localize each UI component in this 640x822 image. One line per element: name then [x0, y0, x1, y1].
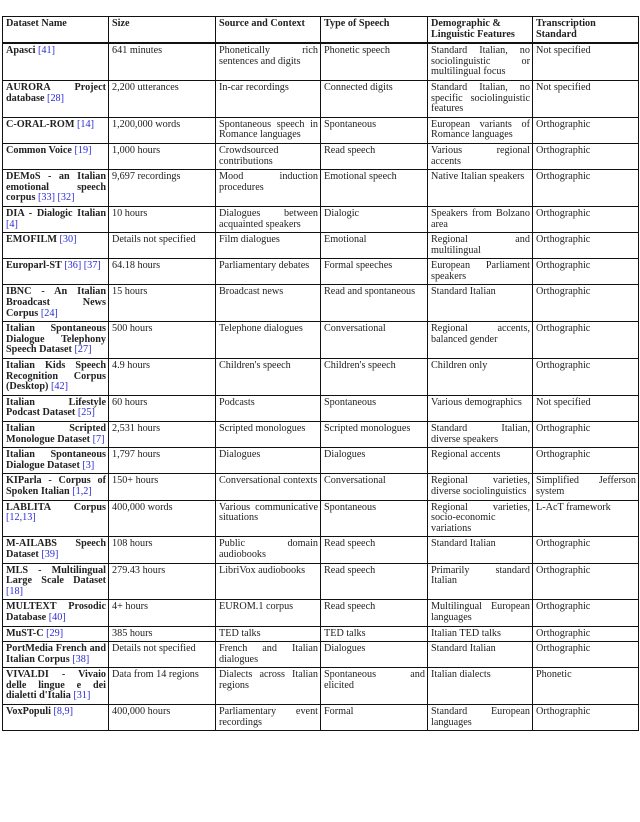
- transcription-cell: Orthographic: [533, 642, 639, 668]
- dataset-name: DIA - Dialogic Italian: [6, 207, 106, 219]
- dataset-name: Common Voice: [6, 144, 72, 156]
- table-row: [3, 285, 639, 322]
- dataset-name: KIParla - Corpus of Spoken Italian: [6, 475, 106, 497]
- source-cell: Phonetically rich sentences and digits: [216, 43, 321, 80]
- citation-link[interactable]: [30]: [59, 234, 77, 246]
- demographic-cell: Regional and multilingual: [428, 233, 533, 259]
- type-cell: Conversational: [321, 322, 428, 359]
- demographic-cell: Multilingual European languages: [428, 600, 533, 626]
- source-cell: Dialogues between acquainted speakers: [216, 206, 321, 232]
- demographic-cell: Standard Italian: [428, 285, 533, 322]
- dataset-name: Italian Spontaneous Dialogue Telephony Speech Dataset: [6, 323, 106, 356]
- type-cell: Emotional: [321, 233, 428, 259]
- dataset-name-cell: [3, 642, 109, 668]
- demographic-cell: Regional varieties, socio-economic variations: [428, 500, 533, 537]
- citation-link[interactable]: [41]: [37, 45, 55, 57]
- citation-link[interactable]: [19]: [74, 144, 92, 156]
- transcription-cell: Phonetic: [533, 668, 639, 705]
- size-cell: 1,000 hours: [109, 143, 216, 169]
- type-cell: Phonetic speech: [321, 43, 428, 80]
- size-cell: 2,531 hours: [109, 422, 216, 448]
- citation-link[interactable]: [8,9]: [53, 706, 73, 718]
- type-cell: Conversational: [321, 474, 428, 500]
- dataset-name: VIVALDI - Vivaio delle lingue e dei dialetti d'Italia: [6, 669, 106, 702]
- citation-link[interactable]: [28]: [47, 92, 65, 104]
- size-cell: 641 minutes: [109, 43, 216, 80]
- transcription-cell: Simplified Jefferson system: [533, 474, 639, 500]
- source-cell: Parliamentary debates: [216, 259, 321, 285]
- dataset-name-cell: [3, 206, 109, 232]
- dataset-name-cell: [3, 285, 109, 322]
- table-row: [3, 143, 639, 169]
- type-cell: Children's speech: [321, 359, 428, 396]
- transcription-cell: L-AcT framework: [533, 500, 639, 537]
- source-cell: Conversational contexts: [216, 474, 321, 500]
- size-cell: 9,697 recordings: [109, 170, 216, 207]
- type-cell: Read and spontaneous: [321, 285, 428, 322]
- demographic-cell: Standard Italian: [428, 642, 533, 668]
- size-cell: Details not specified: [109, 642, 216, 668]
- dataset-name-cell: [3, 80, 109, 117]
- table-row: [3, 259, 639, 285]
- demographic-cell: Speakers from Bolzano area: [428, 206, 533, 232]
- citation-link[interactable]: [14]: [77, 118, 95, 130]
- demographic-cell: Various regional accents: [428, 143, 533, 169]
- type-cell: Dialogues: [321, 448, 428, 474]
- dataset-name-cell: [3, 474, 109, 500]
- dataset-name-cell: [3, 43, 109, 80]
- size-cell: 2,200 utterances: [109, 80, 216, 117]
- demographic-cell: Standard Italian, no specific sociolinguistic features: [428, 80, 533, 117]
- source-cell: LibriVox audiobooks: [216, 563, 321, 600]
- size-cell: 400,000 hours: [109, 705, 216, 731]
- dataset-name-cell: [3, 563, 109, 600]
- size-cell: 1,200,000 words: [109, 117, 216, 143]
- size-cell: 4+ hours: [109, 600, 216, 626]
- type-cell: Formal: [321, 705, 428, 731]
- citation-link[interactable]: [39]: [41, 548, 59, 560]
- table-row: [3, 170, 639, 207]
- size-cell: 10 hours: [109, 206, 216, 232]
- size-cell: 385 hours: [109, 626, 216, 642]
- source-cell: Mood induction procedures: [216, 170, 321, 207]
- transcription-cell: Orthographic: [533, 170, 639, 207]
- table-row: [3, 422, 639, 448]
- citation-link[interactable]: [25]: [77, 407, 95, 419]
- dataset-name: IBNC - An Italian Broadcast News Corpus: [6, 286, 106, 319]
- dataset-name-cell: [3, 395, 109, 421]
- citation-link[interactable]: [38]: [72, 653, 90, 665]
- size-cell: Details not specified: [109, 233, 216, 259]
- dataset-name: LABLITA Corpus: [6, 501, 106, 513]
- citation-link[interactable]: [33] [32]: [37, 192, 75, 204]
- transcription-cell: Orthographic: [533, 422, 639, 448]
- citation-link[interactable]: [27]: [74, 344, 92, 356]
- source-cell: French and Italian dialogues: [216, 642, 321, 668]
- dataset-name-cell: [3, 705, 109, 731]
- type-cell: Formal speeches: [321, 259, 428, 285]
- table-body: [3, 43, 639, 731]
- dataset-name-cell: [3, 117, 109, 143]
- dataset-name: Italian Kids Speech Recognition Corpus (Desktop): [6, 360, 106, 393]
- size-cell: 400,000 words: [109, 500, 216, 537]
- source-cell: In-car recordings: [216, 80, 321, 117]
- transcription-cell: Not specified: [533, 395, 639, 421]
- source-cell: Children's speech: [216, 359, 321, 396]
- transcription-cell: Orthographic: [533, 448, 639, 474]
- dataset-name-cell: [3, 500, 109, 537]
- demographic-cell: European Parliament speakers: [428, 259, 533, 285]
- size-cell: 4.9 hours: [109, 359, 216, 396]
- citation-link[interactable]: [36] [37]: [64, 260, 101, 272]
- transcription-cell: Orthographic: [533, 117, 639, 143]
- dataset-name-cell: [3, 422, 109, 448]
- transcription-cell: Orthographic: [533, 259, 639, 285]
- table-row: [3, 500, 639, 537]
- source-cell: Telephone dialogues: [216, 322, 321, 359]
- demographic-cell: Italian dialects: [428, 668, 533, 705]
- transcription-cell: Not specified: [533, 43, 639, 80]
- transcription-cell: Orthographic: [533, 537, 639, 563]
- citation-link[interactable]: [18]: [6, 585, 23, 597]
- dataset-name-cell: [3, 537, 109, 563]
- type-cell: Spontaneous: [321, 395, 428, 421]
- datasets-table: [2, 16, 639, 731]
- demographic-cell: Regional accents: [428, 448, 533, 474]
- demographic-cell: Standard Italian: [428, 537, 533, 563]
- transcription-cell: Orthographic: [533, 705, 639, 731]
- table-row: [3, 537, 639, 563]
- type-cell: Read speech: [321, 537, 428, 563]
- table-row: [3, 359, 639, 396]
- header-transcription: Transcription Standard: [533, 17, 639, 44]
- transcription-cell: Orthographic: [533, 285, 639, 322]
- demographic-cell: Regional accents, balanced gender: [428, 322, 533, 359]
- type-cell: TED talks: [321, 626, 428, 642]
- dataset-name-cell: [3, 259, 109, 285]
- source-cell: Podcasts: [216, 395, 321, 421]
- source-cell: Parliamentary event recordings: [216, 705, 321, 731]
- type-cell: Read speech: [321, 143, 428, 169]
- citation-link[interactable]: [7]: [92, 433, 105, 445]
- table-row: [3, 642, 639, 668]
- source-cell: Dialogues: [216, 448, 321, 474]
- citation-link[interactable]: [1,2]: [72, 485, 92, 497]
- dataset-name-cell: [3, 233, 109, 259]
- transcription-cell: Orthographic: [533, 143, 639, 169]
- table-row: [3, 668, 639, 705]
- header-type: Type of Speech: [321, 17, 428, 44]
- demographic-cell: European variants of Romance languages: [428, 117, 533, 143]
- dataset-name: Italian Lifestyle Podcast Dataset: [6, 396, 106, 419]
- table-row: [3, 233, 639, 259]
- demographic-cell: Standard Italian, no sociolinguistic or multilingual focus: [428, 43, 533, 80]
- type-cell: Spontaneous and elicited: [321, 668, 428, 705]
- header-dataset-name: Dataset Name: [3, 17, 109, 44]
- type-cell: Spontaneous: [321, 117, 428, 143]
- table-row: [3, 322, 639, 359]
- dataset-name: Italian Scripted Monologue Dataset: [6, 423, 106, 445]
- size-cell: 15 hours: [109, 285, 216, 322]
- dataset-name: DEMoS - an Italian emotional speech corpus: [6, 171, 106, 204]
- table-row: [3, 563, 639, 600]
- table-header-row: [3, 17, 639, 44]
- source-cell: Broadcast news: [216, 285, 321, 322]
- type-cell: Dialogues: [321, 642, 428, 668]
- transcription-cell: Orthographic: [533, 563, 639, 600]
- dataset-name-cell: [3, 448, 109, 474]
- type-cell: Spontaneous: [321, 500, 428, 537]
- citation-link[interactable]: [42]: [51, 381, 68, 393]
- type-cell: Emotional speech: [321, 170, 428, 207]
- table-row: [3, 80, 639, 117]
- dataset-name: Italian Spontaneous Dialogue Dataset: [6, 449, 106, 471]
- table-row: [3, 626, 639, 642]
- table-row: [3, 474, 639, 500]
- citation-link[interactable]: [3]: [82, 459, 95, 471]
- type-cell: Read speech: [321, 563, 428, 600]
- dataset-name: M-AILABS Speech Dataset: [6, 538, 106, 560]
- dataset-name: MuST-C: [6, 627, 44, 639]
- dataset-name: MLS - Multilingual Large Scale Dataset: [6, 564, 106, 587]
- size-cell: 60 hours: [109, 395, 216, 421]
- dataset-name: PortMedia French and Italian Corpus: [6, 643, 106, 665]
- dataset-name-cell: [3, 626, 109, 642]
- transcription-cell: Not specified: [533, 80, 639, 117]
- demographic-cell: Regional varieties, diverse sociolinguistics: [428, 474, 533, 500]
- demographic-cell: Italian TED talks: [428, 626, 533, 642]
- dataset-name-cell: [3, 143, 109, 169]
- table-row: [3, 600, 639, 626]
- transcription-cell: Orthographic: [533, 322, 639, 359]
- dataset-name: Europarl-ST: [6, 260, 62, 272]
- size-cell: 500 hours: [109, 322, 216, 359]
- demographic-cell: Native Italian speakers: [428, 170, 533, 207]
- header-demographic: Demographic & Linguistic Features: [428, 17, 533, 44]
- transcription-cell: Orthographic: [533, 206, 639, 232]
- source-cell: Dialects across Italian regions: [216, 668, 321, 705]
- header-size: Size: [109, 17, 216, 44]
- demographic-cell: Various demographics: [428, 395, 533, 421]
- table-row: [3, 448, 639, 474]
- size-cell: 1,797 hours: [109, 448, 216, 474]
- citation-link[interactable]: [29]: [46, 627, 64, 639]
- dataset-name: C-ORAL-ROM: [6, 118, 75, 130]
- citation-link[interactable]: [4]: [6, 218, 18, 230]
- demographic-cell: Children only: [428, 359, 533, 396]
- type-cell: Scripted monologues: [321, 422, 428, 448]
- size-cell: Data from 14 regions: [109, 668, 216, 705]
- source-cell: Crowdsourced contributions: [216, 143, 321, 169]
- dataset-name-cell: [3, 359, 109, 396]
- transcription-cell: Orthographic: [533, 359, 639, 396]
- source-cell: Public domain audiobooks: [216, 537, 321, 563]
- header-source: Source and Context: [216, 17, 321, 44]
- source-cell: Various communicative situations: [216, 500, 321, 537]
- transcription-cell: Orthographic: [533, 626, 639, 642]
- dataset-name: AURORA Project database: [6, 81, 106, 104]
- source-cell: Spontaneous speech in Romance languages: [216, 117, 321, 143]
- citation-link[interactable]: [12,13]: [6, 512, 36, 524]
- dataset-name-cell: [3, 322, 109, 359]
- transcription-cell: Orthographic: [533, 233, 639, 259]
- type-cell: Connected digits: [321, 80, 428, 117]
- demographic-cell: Standard European languages: [428, 705, 533, 731]
- dataset-name: Apasci: [6, 45, 36, 57]
- table-row: [3, 117, 639, 143]
- citation-link[interactable]: [40]: [48, 611, 66, 623]
- dataset-name: MULTEXT Prosodic Database: [6, 601, 106, 623]
- transcription-cell: Orthographic: [533, 600, 639, 626]
- dataset-name: VoxPopuli: [6, 706, 51, 718]
- dataset-name-cell: [3, 170, 109, 207]
- type-cell: Dialogic: [321, 206, 428, 232]
- table-row: [3, 395, 639, 421]
- citation-link[interactable]: [24]: [40, 307, 58, 319]
- source-cell: TED talks: [216, 626, 321, 642]
- table-row: [3, 43, 639, 80]
- citation-link[interactable]: [31]: [73, 690, 91, 702]
- type-cell: Read speech: [321, 600, 428, 626]
- source-cell: Scripted monologues: [216, 422, 321, 448]
- demographic-cell: Primarily standard Italian: [428, 563, 533, 600]
- table-row: [3, 705, 639, 731]
- size-cell: 108 hours: [109, 537, 216, 563]
- demographic-cell: Standard Italian, diverse speakers: [428, 422, 533, 448]
- source-cell: EUROM.1 corpus: [216, 600, 321, 626]
- dataset-name: EMOFILM: [6, 234, 57, 246]
- dataset-name-cell: [3, 668, 109, 705]
- size-cell: 150+ hours: [109, 474, 216, 500]
- table-row: [3, 206, 639, 232]
- source-cell: Film dialogues: [216, 233, 321, 259]
- size-cell: 64.18 hours: [109, 259, 216, 285]
- size-cell: 279.43 hours: [109, 563, 216, 600]
- dataset-name-cell: [3, 600, 109, 626]
